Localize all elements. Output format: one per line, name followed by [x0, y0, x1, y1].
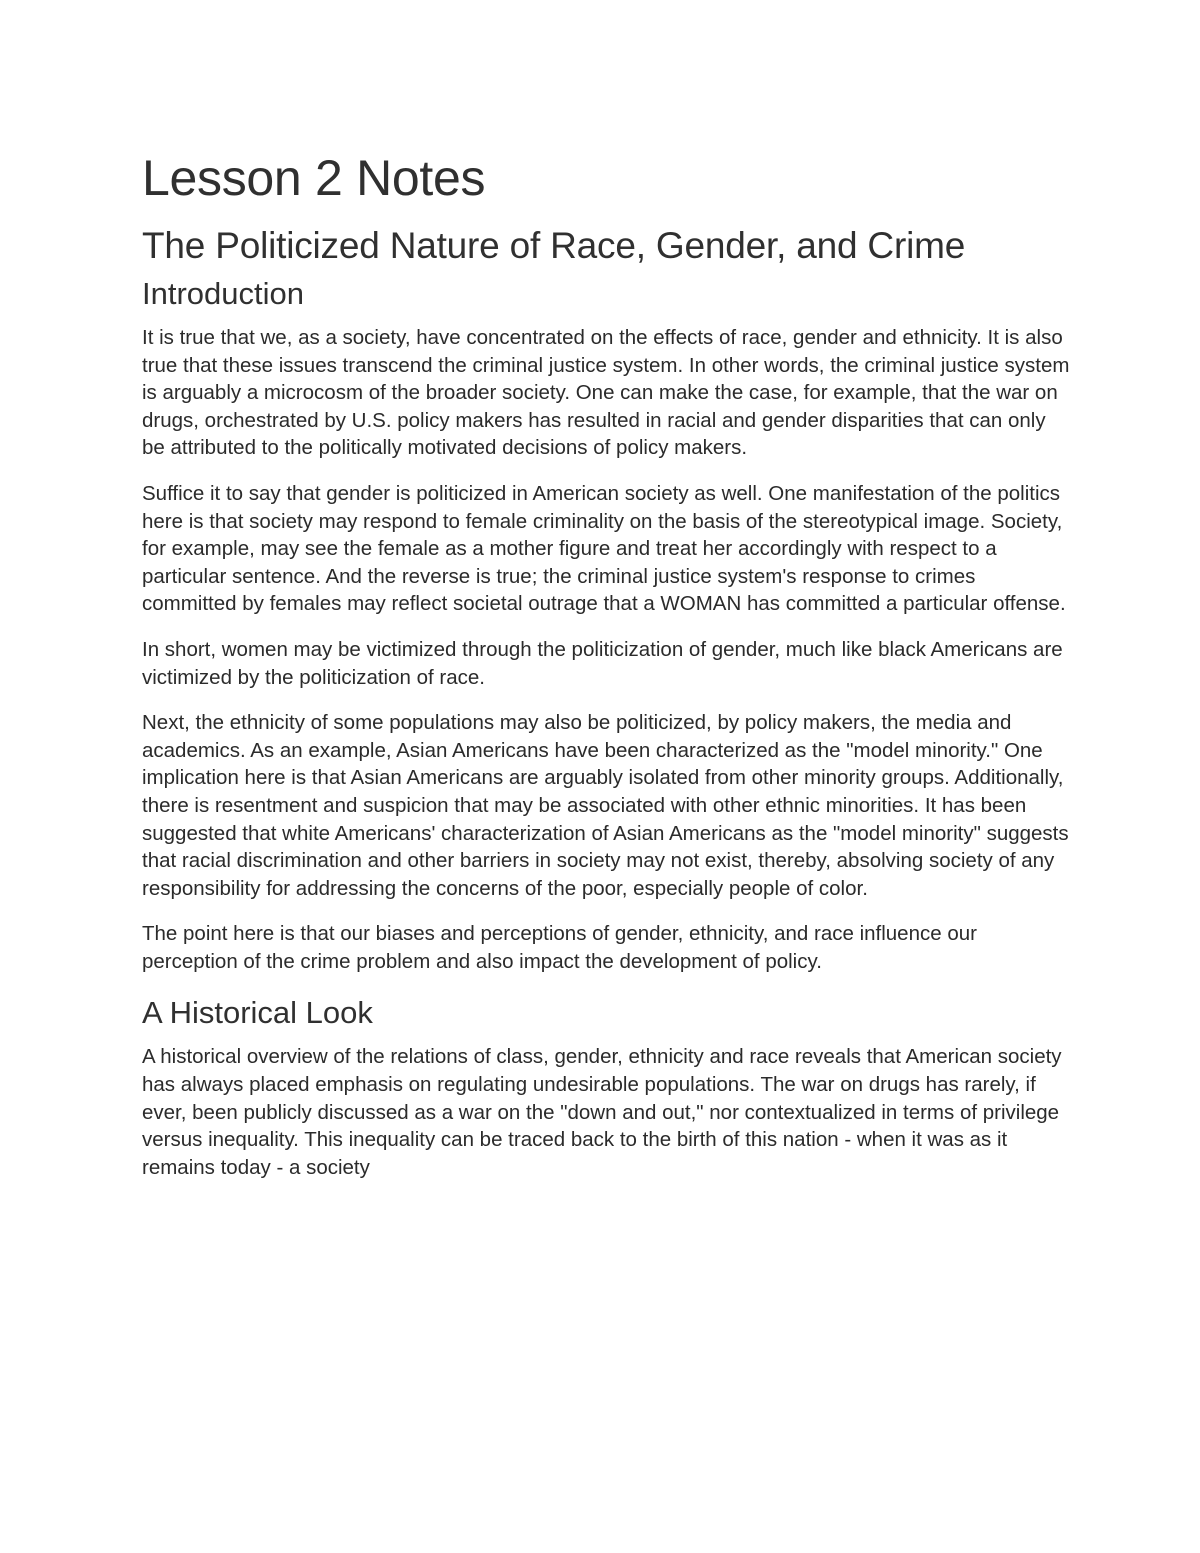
- introduction-heading: Introduction: [142, 276, 304, 311]
- introduction-paragraph-3: In short, women may be victimized through the politicization of gender, much like black Americans are victimized by the politicization of race.: [142, 637, 1063, 689]
- introduction-paragraph-5: The point here is that our biases and perceptions of gender, ethnicity, and race influence our perception of the crime problem and also impact the development of policy.: [142, 922, 977, 973]
- introduction-paragraph-4: Next, the ethnicity of some populations may also be politicized, by policy makers, the media and academics. As an example, Asian Americans have been characterized as the "model minority." One implication here is that Asian Americans are arguably isolated from other minority groups. Additionally, there is resentment and suspicion that may be associated with other ethnic minorities. It has been suggested that white Americans' characterization of Asian Americans as the "model minority" suggests that racial discrimination and other barriers in society may not exist, thereby, absolving society of any responsibility for addressing the concerns of the poor, especially people of color.: [142, 711, 1069, 900]
- historical-paragraph-1: A historical overview of the relations of class, gender, ethnicity and race reveals that American society has always placed emphasis on regulating undesirable populations. The war on drugs has rarely, if ever, been publicly discussed as a war on the "down and out," nor contextualized in terms of privilege versus inequality. This inequality can be traced back to the birth of this nation - when it was as it remains today - a society: [142, 1045, 1062, 1179]
- document-page: [142, 146, 1072, 1199]
- historical-look-heading: A Historical Look: [142, 995, 373, 1031]
- section-title: The Politicized Nature of Race, Gender, and Crime: [142, 225, 966, 266]
- introduction-paragraph-1: It is true that we, as a society, have concentrated on the effects of race, gender and ethnicity. It is also true that these issues transcend the criminal justice system. In other words, the criminal justice system is arguably a microcosm of the broader society. One can make the case, for example, that the war on drugs, orchestrated by U.S. policy makers has resulted in racial and gender disparities that can only be attributed to the politically motivated decisions of policy makers.: [142, 326, 1070, 460]
- document-title: Lesson 2 Notes: [142, 150, 486, 206]
- introduction-paragraph-2: Suffice it to say that gender is politicized in American society as well. One manifestation of the politics here is that society may respond to female criminality on the basis of the stereotypical image. Society, for example, may see the female as a mother figure and treat her accordingly with respect to a particular sentence. And the reverse is true; the criminal justice system's response to crimes committed by females may reflect societal outrage that a WOMAN has committed a particular offense.: [142, 481, 1066, 616]
